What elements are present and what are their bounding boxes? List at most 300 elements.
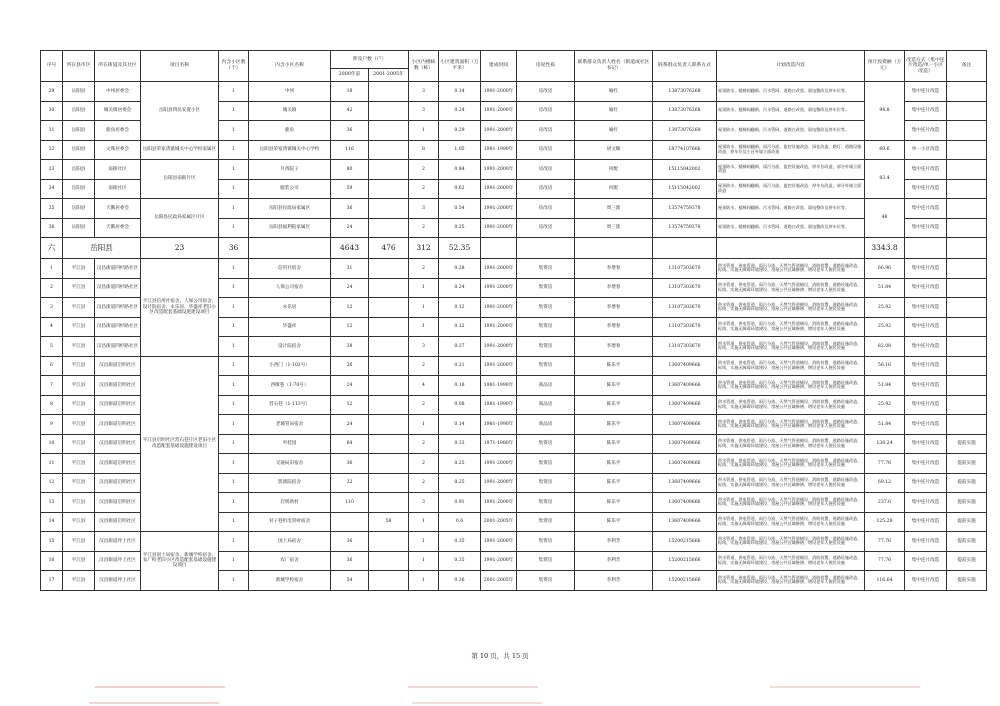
row-count: 1	[219, 395, 249, 415]
row-note	[947, 337, 987, 357]
row-seq: 8	[41, 395, 63, 415]
row-contact-person: 喻红	[575, 101, 653, 121]
row-households-2005	[369, 179, 409, 199]
row-community: 月西院子	[249, 160, 331, 180]
row-housing: 商品房	[517, 415, 575, 435]
row-households-2005	[369, 101, 409, 121]
row-housing: 房改房	[517, 218, 575, 238]
stamp-mark-center	[408, 686, 543, 704]
row-invest: 116.64	[865, 571, 905, 591]
row-invest: 51.84	[865, 278, 905, 298]
header-2001-2005: 2001-2005年	[369, 69, 409, 82]
summary-community	[249, 238, 331, 259]
summary-plan	[717, 238, 865, 259]
row-note: 提前实施	[947, 434, 987, 454]
row-households-2000: 38	[331, 337, 369, 357]
row-households-2000: 110	[331, 493, 369, 513]
row-area: 0.14	[439, 415, 481, 435]
row-mode: 集中连片改造	[905, 356, 947, 376]
header-mode: 改造方式（集中连片改造/单一小区改造）	[905, 51, 947, 82]
row-city: 平江县	[63, 571, 95, 591]
row-community: 小西门（1-103号）	[249, 356, 331, 376]
row-housing: 房改房	[517, 179, 575, 199]
row-street: 汉昌街道坪上社区	[95, 571, 141, 591]
row-year: 1981-1990年	[481, 376, 517, 396]
row-contact-phone: 13873076268	[653, 121, 717, 141]
header-street: 所在街道及其社区	[95, 51, 141, 82]
row-city: 平江县	[63, 493, 95, 513]
row-year: 1991-2000年	[481, 356, 517, 376]
row-housing: 集资房	[517, 532, 575, 552]
row-households-2000	[331, 512, 369, 532]
row-city: 平江县	[63, 317, 95, 337]
row-mode: 集中连片改造	[905, 82, 947, 102]
row-contact-person: 喻红	[575, 121, 653, 141]
row-plan: 供水管道、供电管道、雨污分流、天然气管道铺设、消防装置、道路设施改造、标线、实施无障碍环境建设、房屋公共区域修缮、增设老年人便民设施	[717, 259, 865, 279]
table-row	[41, 140, 987, 160]
table-row	[41, 259, 987, 279]
row-year: 1991-2000年	[481, 532, 517, 552]
row-households-2005	[369, 571, 409, 591]
row-mode: 集中连片改造	[905, 532, 947, 552]
row-count: 1	[219, 179, 249, 199]
row-seq: 11	[41, 454, 63, 474]
row-area: 0.84	[439, 160, 481, 180]
row-note	[947, 298, 987, 318]
row-note	[947, 101, 987, 121]
row-invest: 125.28	[865, 512, 905, 532]
row-contact-phone: 13107303670	[653, 259, 717, 279]
row-project: 岳阳县南街片区	[141, 160, 219, 199]
row-count: 1	[219, 101, 249, 121]
table-row	[41, 199, 987, 219]
row-community: 服装公司	[249, 179, 331, 199]
row-contact-person: 何配	[575, 160, 653, 180]
stamp-mark-left	[89, 686, 226, 704]
row-plan: 供水管道、供电管道、雨污分流、天然气管道铺设、消防装置、道路设施改造、标线、实施无障碍环境建设、房屋公共区域修缮、增设老年人便民设施	[717, 278, 865, 298]
row-count: 1	[219, 82, 249, 102]
row-year: 1981-1990年	[481, 415, 517, 435]
row-seq: 10	[41, 434, 63, 454]
row-seq: 7	[41, 376, 63, 396]
row-buildings: 2	[409, 454, 439, 474]
row-households-2000: 18	[331, 82, 369, 102]
row-households-2000: 36	[331, 454, 369, 474]
row-contact-person: 陈乐平	[575, 395, 653, 415]
row-plan: 供水管道、供电管道、雨污分流、天然气管道铺设、消防装置、道路设施改造、标线、实施无障碍环境建设、房屋公共区域修缮、增设老年人便民设施	[717, 376, 865, 396]
row-community: 营石巷（1-113号）	[249, 395, 331, 415]
row-city: 平江县	[63, 415, 95, 435]
row-street: 汉昌街道启明社区	[95, 512, 141, 532]
row-community: 枣桂园	[249, 434, 331, 454]
table-row	[41, 82, 987, 102]
row-housing: 集资房	[517, 317, 575, 337]
row-buildings: 1	[409, 317, 439, 337]
row-area: 0.25	[439, 454, 481, 474]
row-households-2005	[369, 532, 409, 552]
row-street: 汉昌街道四杉路社区	[95, 317, 141, 337]
row-seq: 4	[41, 317, 63, 337]
row-note: 提前实施	[947, 512, 987, 532]
row-contact-phone: 15115042002	[653, 160, 717, 180]
row-count: 1	[219, 512, 249, 532]
row-buildings: 3	[409, 82, 439, 102]
summary-row	[41, 238, 987, 259]
row-households-2005	[369, 356, 409, 376]
row-invest: 77.76	[865, 551, 905, 571]
row-seq: 34	[41, 179, 63, 199]
row-contact-person: 李增春	[575, 317, 653, 337]
row-plan: 供水管道、供电管道、雨污分流、天然气管道铺设、消防装置、道路设施改造、标线、实施无障碍环境建设、房屋公共区域修缮、增设老年人便民设施	[717, 551, 865, 571]
row-contact-phone: 13107303670	[653, 317, 717, 337]
row-seq: 2	[41, 278, 63, 298]
row-year: 1991-2000年	[481, 218, 517, 238]
row-area: 0.29	[439, 121, 481, 141]
row-plan: 供水管道、供电管道、雨污分流、天然气管道铺设、消防装置、道路设施改造、标线、实施无障碍环境建设、房屋公共区域修缮、增设老年人便民设施	[717, 512, 865, 532]
row-contact-phone: 13607409666	[653, 415, 717, 435]
row-community: 老城管局宿舍	[249, 415, 331, 435]
row-contact-person: 胡文顺	[575, 140, 653, 160]
row-city: 平江县	[63, 356, 95, 376]
row-plan: 供水管道、供电管道、雨污分流、天然气管道铺设、消防装置、道路设施改造、标线、实施无障碍环境建设、房屋公共区域修缮、增设老年人便民设施	[717, 395, 865, 415]
row-invest: 48	[865, 199, 905, 238]
row-seq: 14	[41, 512, 63, 532]
row-count: 1	[219, 551, 249, 571]
row-mode: 集中连片改造	[905, 298, 947, 318]
row-households-2005	[369, 551, 409, 571]
row-count: 1	[219, 121, 249, 141]
row-area: 0.12	[439, 298, 481, 318]
row-buildings: 2	[409, 434, 439, 454]
row-year: 1991-2000年	[481, 317, 517, 337]
row-note: 提前实施	[947, 493, 987, 513]
header-housing: 房屋性质	[517, 51, 575, 82]
table-row	[41, 532, 987, 552]
row-households-2000: 116	[331, 140, 369, 160]
row-housing: 集资房	[517, 337, 575, 357]
row-year: 1981-1990年	[481, 140, 517, 160]
row-year: 1991-2000年	[481, 278, 517, 298]
row-buildings: 1	[409, 571, 439, 591]
summary-phone	[653, 238, 717, 259]
row-mode: 集中连片改造	[905, 317, 947, 337]
row-housing: 集资房	[517, 571, 575, 591]
row-street: 汉昌街道启明社区	[95, 434, 141, 454]
row-year: 1981-1990年	[481, 395, 517, 415]
row-buildings: 1	[409, 298, 439, 318]
row-plan: 屋顶防水、楼梯间翻新、污水管网、道路白改黑、弱电整改及停车位等。	[717, 199, 865, 219]
row-buildings: 1	[409, 532, 439, 552]
row-mode: 集中连片改造	[905, 493, 947, 513]
row-community: 西敬巷（1-70号）	[249, 376, 331, 396]
row-contact-phone: 13607409666	[653, 512, 717, 532]
row-contact-phone: 13574759378	[653, 199, 717, 219]
row-community: 岳阳县民政局家属区	[249, 199, 331, 219]
row-community: 鹿角	[249, 121, 331, 141]
row-seq: 12	[41, 473, 63, 493]
row-count: 1	[219, 160, 249, 180]
row-count: 1	[219, 454, 249, 474]
row-plan: 屋顶防水、楼梯间翻新、污水管网、道路白改黑、弱电整改及停车位等。	[717, 218, 865, 238]
row-note	[947, 82, 987, 102]
row-contact-person: 陈乐平	[575, 454, 653, 474]
header-project: 项目名称	[141, 51, 219, 82]
row-area: 0.37	[439, 337, 481, 357]
row-year: 1991-2000年	[481, 199, 517, 219]
row-contact-phone: 13107303670	[653, 298, 717, 318]
row-city: 岳阳县	[63, 101, 95, 121]
row-buildings: 2	[409, 395, 439, 415]
row-community: 影剧院宿舍	[249, 473, 331, 493]
row-invest: 66.96	[865, 259, 905, 279]
row-note: 提前实施	[947, 532, 987, 552]
row-street: 汉昌街道启明社区	[95, 415, 141, 435]
header-community: 内含小区名称	[249, 51, 331, 82]
row-seq: 30	[41, 101, 63, 121]
row-city: 岳阳县	[63, 199, 95, 219]
row-community: 永乐居	[249, 298, 331, 318]
row-count: 1	[219, 278, 249, 298]
row-buildings: 2	[409, 473, 439, 493]
row-count: 1	[219, 317, 249, 337]
row-households-2000: 64	[331, 434, 369, 454]
row-households-2005	[369, 376, 409, 396]
row-households-2000: 24	[331, 415, 369, 435]
header-note: 备注	[947, 51, 987, 82]
row-year: 1991-2000年	[481, 337, 517, 357]
row-seq: 16	[41, 551, 63, 571]
row-project: 岳阳县四民安置小区	[141, 82, 219, 141]
row-plan: 屋顶防水、楼梯间翻新、雨污分流、监控设施改造、停车位改造，部分外墙立面改造	[717, 179, 865, 199]
row-seq: 29	[41, 82, 63, 102]
row-households-2000: 24	[331, 376, 369, 396]
row-city: 平江县	[63, 551, 95, 571]
row-invest: 83.4	[865, 160, 905, 199]
row-street: 中州居委会	[95, 82, 141, 102]
row-note	[947, 160, 987, 180]
row-households-2000: 54	[331, 571, 369, 591]
row-seq: 36	[41, 218, 63, 238]
row-community: 城关镇	[249, 101, 331, 121]
row-year: 1991-2000年	[481, 121, 517, 141]
row-community: 君子巷机电管财宿舍	[249, 512, 331, 532]
row-contact-person: 周三派	[575, 199, 653, 219]
row-households-2000: 24	[331, 218, 369, 238]
row-count: 1	[219, 415, 249, 435]
row-city: 岳阳县	[63, 121, 95, 141]
page-number: 第 10 页，共 15 页	[471, 652, 529, 660]
row-count: 1	[219, 298, 249, 318]
row-contact-person: 陈乐平	[575, 434, 653, 454]
row-community: 新城学校宿舍	[249, 571, 331, 591]
row-invest: 94.8	[865, 82, 905, 141]
summary-buildings: 312	[409, 238, 439, 259]
row-count: 1	[219, 337, 249, 357]
row-plan: 屋顶防水、楼梯间翻新、雨污分流、监控设施改造、绿化改造、路灯、道路设施改造、停车位及小区外墙立面改造	[717, 140, 865, 160]
row-invest: 69.6	[865, 140, 905, 160]
row-buildings: 1	[409, 278, 439, 298]
header-buildings: 小区内楼栋数（栋）	[409, 51, 439, 82]
row-street: 汉昌街道坪上社区	[95, 551, 141, 571]
row-year: 1991-2000年	[481, 101, 517, 121]
row-invest: 25.92	[865, 298, 905, 318]
row-contact-person: 李利芳	[575, 571, 653, 591]
row-housing: 集资房	[517, 512, 575, 532]
row-plan: 屋顶防水、楼梯间翻新、雨污分流、监控设施改造、停车位改造，部分外墙立面改造	[717, 160, 865, 180]
row-note	[947, 317, 987, 337]
row-households-2000: 32	[331, 473, 369, 493]
row-city: 平江县	[63, 278, 95, 298]
row-year: 1991-2000年	[481, 454, 517, 474]
row-seq: 17	[41, 571, 63, 591]
row-city: 岳阳县	[63, 160, 95, 180]
row-households-2005	[369, 82, 409, 102]
row-households-2005	[369, 434, 409, 454]
row-street: 天鹅居委会	[95, 199, 141, 219]
row-city: 岳阳县	[63, 140, 95, 160]
row-households-2005	[369, 317, 409, 337]
row-street: 城关镇居委会	[95, 101, 141, 121]
row-city: 平江县	[63, 473, 95, 493]
row-area: 0.36	[439, 571, 481, 591]
header-city: 所在县市区	[63, 51, 95, 82]
row-year: 1991-2000年	[481, 259, 517, 279]
row-housing: 集资房	[517, 473, 575, 493]
row-housing: 集资房	[517, 434, 575, 454]
row-households-2000: 80	[331, 160, 369, 180]
row-seq: 13	[41, 493, 63, 513]
row-buildings: 3	[409, 101, 439, 121]
row-buildings: 8	[409, 140, 439, 160]
row-plan: 供水管道、供电管道、雨污分流、天然气管道铺设、消防装置、道路设施改造、标线、实施无障碍环境建设、房屋公共区域修缮、增设老年人便民设施	[717, 493, 865, 513]
summary-area: 52.35	[439, 238, 481, 259]
row-buildings: 2	[409, 259, 439, 279]
row-note: 提前实施	[947, 454, 987, 474]
header-contact-phone: 联系群众负责人联系方式	[653, 51, 717, 82]
summary-invest: 3343.8	[865, 238, 905, 259]
row-seq: 33	[41, 160, 63, 180]
row-note	[947, 356, 987, 376]
row-area: 0.21	[439, 356, 481, 376]
row-area: 0.25	[439, 473, 481, 493]
row-households-2000: 31	[331, 259, 369, 279]
header-seq: 序号	[41, 51, 63, 82]
row-city: 平江县	[63, 337, 95, 357]
row-contact-person: 喻红	[575, 82, 653, 102]
row-contact-phone: 13607409666	[653, 454, 717, 474]
row-contact-phone: 13607409666	[653, 376, 717, 396]
row-invest: 138.24	[865, 434, 905, 454]
row-project: 岳阳县民政局家属区片区	[141, 199, 219, 238]
row-invest: 51.84	[865, 415, 905, 435]
row-mode: 集中连片改造	[905, 218, 947, 238]
row-count: 1	[219, 199, 249, 219]
row-mode: 集中连片改造	[905, 571, 947, 591]
row-contact-phone: 13607409666	[653, 434, 717, 454]
row-count: 1	[219, 473, 249, 493]
row-contact-person: 李利芳	[575, 551, 653, 571]
row-buildings: 3	[409, 493, 439, 513]
row-contact-phone: 13574759378	[653, 218, 717, 238]
row-seq: 31	[41, 121, 63, 141]
row-mode: 集中连片改造	[905, 512, 947, 532]
row-city: 平江县	[63, 259, 95, 279]
row-community: 人保公司宿舍	[249, 278, 331, 298]
row-project: 平江县信用社宿舍、人保公司宿舍、设计院宿舍、永乐居、华盛祥老旧小区改造配套基础设施建设项目	[141, 259, 219, 357]
row-street: 汉昌街道启明社区	[95, 473, 141, 493]
row-count: 1	[219, 493, 249, 513]
row-city: 平江县	[63, 454, 95, 474]
row-city: 平江县	[63, 298, 95, 318]
row-buildings: 2	[409, 218, 439, 238]
row-contact-person: 陈乐平	[575, 473, 653, 493]
row-contact-phone: 13607409666	[653, 473, 717, 493]
summary-person	[575, 238, 653, 259]
row-plan: 供水管道、供电管道、雨污分流、天然气管道铺设、消防装置、道路设施改造、标线、实施无障碍环境建设、房屋公共区域修缮、增设老年人便民设施	[717, 317, 865, 337]
row-buildings: 3	[409, 199, 439, 219]
row-year: 1991-2000年	[481, 473, 517, 493]
row-housing: 集资房	[517, 356, 575, 376]
row-households-2000: 26	[331, 356, 369, 376]
row-contact-phone: 13873076268	[653, 82, 717, 102]
row-buildings: 1	[409, 121, 439, 141]
row-mode: 集中连片改造	[905, 376, 947, 396]
row-invest: 25.92	[865, 395, 905, 415]
row-contact-person: 陈乐平	[575, 493, 653, 513]
row-contact-person: 李利芳	[575, 532, 653, 552]
summary-mode	[905, 238, 947, 259]
row-community: 岳阳县荣家湾镇城关中心学校	[249, 140, 331, 160]
row-households-2005	[369, 140, 409, 160]
row-note	[947, 218, 987, 238]
row-year: 1991-2000年	[481, 82, 517, 102]
row-housing: 房改房	[517, 160, 575, 180]
row-community: 国土局宿舍	[249, 532, 331, 552]
row-housing: 集资房	[517, 259, 575, 279]
row-note	[947, 395, 987, 415]
row-street: 汉昌街道启明社区	[95, 454, 141, 474]
row-contact-person: 周三派	[575, 218, 653, 238]
row-city: 平江县	[63, 376, 95, 396]
row-note: 提前实施	[947, 571, 987, 591]
row-city: 岳阳县	[63, 218, 95, 238]
row-buildings: 2	[409, 160, 439, 180]
row-street: 文殊居委会	[95, 140, 141, 160]
row-mode: 集中连片改造	[905, 179, 947, 199]
row-households-2000: 36	[331, 551, 369, 571]
header-area: 小区建筑面积（万平米）	[439, 51, 481, 82]
row-households-2000: 12	[331, 317, 369, 337]
row-community: 设计院宿舍	[249, 337, 331, 357]
row-note	[947, 199, 987, 219]
row-invest: 56.16	[865, 356, 905, 376]
row-area: 0.62	[439, 179, 481, 199]
row-households-2005	[369, 298, 409, 318]
row-area: 0.14	[439, 82, 481, 102]
row-households-2005	[369, 218, 409, 238]
row-street: 汉昌街道四杉路社区	[95, 337, 141, 357]
row-count: 1	[219, 218, 249, 238]
row-buildings: 1	[409, 415, 439, 435]
row-plan: 屋顶防水、楼梯间翻新、污水管网、道路白改黑、弱电整改及停车位等。	[717, 101, 865, 121]
row-households-2005	[369, 473, 409, 493]
row-plan: 供水管道、供电管道、雨污分流、天然气管道铺设、消防装置、道路设施改造、标线、实施无障碍环境建设、房屋公共区域修缮、增设老年人便民设施	[717, 571, 865, 591]
row-buildings: 1	[409, 512, 439, 532]
row-note	[947, 415, 987, 435]
row-plan: 屋顶防水、楼梯间翻新、污水管网、道路白改黑、弱电整改及停车位等。	[717, 121, 865, 141]
row-households-2000: 24	[331, 278, 369, 298]
row-households-2005	[369, 337, 409, 357]
